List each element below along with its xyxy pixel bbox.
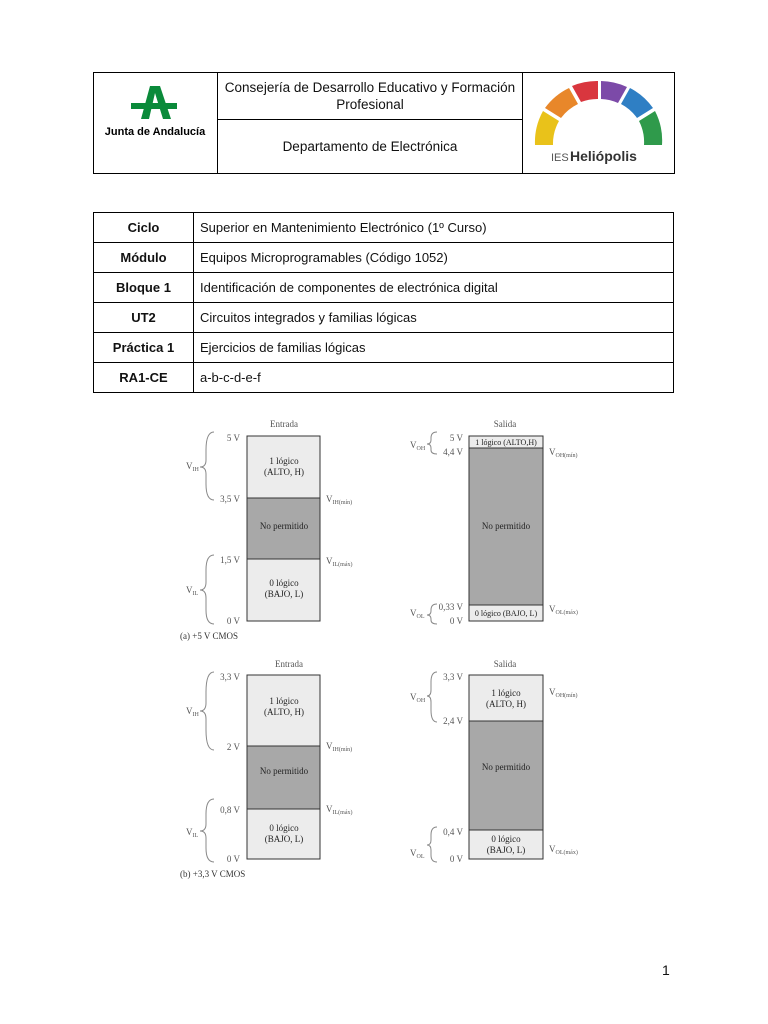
tick-label: 5 V: [226, 433, 240, 443]
voh-brace-a: [427, 432, 437, 454]
entrada-title-a: Entrada: [270, 419, 298, 429]
table-row: [94, 243, 674, 273]
tick-label: 3,3 V: [443, 672, 463, 682]
vih-brace-a: [200, 432, 214, 500]
row-value: Identificación de componentes de electrónica digital: [194, 273, 674, 303]
input-low-label-a: 0 lógico: [269, 578, 299, 588]
row-key: Ciclo: [94, 213, 194, 243]
junta-andalucia-emblem-icon: [94, 73, 216, 173]
table-row: [94, 303, 674, 333]
tick-label: 4,4 V: [443, 447, 463, 457]
junta-andalucia-logo: [94, 73, 218, 173]
row-key: Práctica 1: [94, 333, 194, 363]
row-value: Circuitos integrados y familias lógicas: [194, 303, 674, 333]
vohmin-label-b: $V_{OH(mín)}$: [549, 687, 578, 699]
table-row: [94, 363, 674, 393]
output-low-label-b: 0 lógico: [491, 834, 521, 844]
table-row: [94, 333, 674, 363]
vih-label-a: $V_{IH}$: [186, 461, 199, 473]
entrada-title-b: Entrada: [275, 659, 303, 669]
ies-heliopolis-emblem-icon: [523, 73, 673, 173]
page-number: 1: [662, 962, 670, 978]
vihmin-label-b: $V_{IH(mín)}$: [326, 741, 353, 753]
voh-label-b: $V_{OH}$: [410, 692, 426, 704]
input-low-label-b: 0 lógico: [269, 823, 299, 833]
output-high-sub-b: (ALTO, H): [486, 699, 526, 709]
output-high-label-a: 1 lógico (ALTO,H): [475, 438, 537, 447]
vol-label-a: $V_{OL}$: [410, 608, 425, 620]
output-low-sub-b: (BAJO, L): [486, 845, 526, 855]
input-low-sub-a: (BAJO, L): [264, 589, 304, 599]
tick-label: 3,3 V: [220, 672, 240, 682]
tick-label: 0,8 V: [220, 805, 240, 815]
header-table: [93, 72, 675, 174]
output-high-label-b: 1 lógico: [491, 688, 521, 698]
row-key: RA1-CE: [94, 363, 194, 393]
vihmin-label-a: $V_{IH(mín)}$: [326, 494, 353, 506]
ies-heliopolis-logo: [523, 73, 674, 173]
tick-label: 2 V: [226, 742, 240, 752]
vil-brace-b: [200, 799, 214, 862]
row-key: Módulo: [94, 243, 194, 273]
salida-title-a: Salida: [493, 419, 517, 429]
junta-andalucia-text: Junta de Andalucía: [104, 126, 206, 138]
vih-brace-b: [200, 672, 214, 750]
volmax-label-a: $V_{OL(máx)}$: [549, 604, 578, 616]
output-forbidden-zone-b: [469, 721, 543, 830]
input-high-label-a: 1 lógico: [269, 456, 299, 466]
tick-label: 0 V: [449, 854, 463, 864]
tick-label: 5 V: [449, 433, 463, 443]
caption-b: (b) +3,3 V CMOS: [180, 869, 246, 879]
tick-label: 0 V: [226, 854, 240, 864]
row-value: Superior en Mantenimiento Electrónico (1º Curso): [194, 213, 674, 243]
tick-label: 3,5 V: [220, 494, 240, 504]
row-value: a-b-c-d-e-f: [194, 363, 674, 393]
vohmin-label-a: $V_{OH(mín)}$: [549, 447, 578, 459]
caption-a: (a) +5 V CMOS: [180, 631, 238, 641]
input-low-sub-b: (BAJO, L): [264, 834, 304, 844]
output-forbidden-label-a: No permitido: [481, 521, 531, 531]
table-row: [94, 273, 674, 303]
logic-levels-figure: [0, 410, 768, 890]
ies-prefix-text: IES: [551, 152, 569, 164]
vol-brace-b: [427, 827, 437, 862]
volmax-label-b: $V_{OL(máx)}$: [549, 844, 578, 856]
input-high-sub-a: (ALTO, H): [264, 467, 304, 477]
tick-label: 0 V: [449, 616, 463, 626]
output-high-zone-b: [469, 675, 543, 721]
vil-brace-a: [200, 555, 214, 624]
input-high-label-b: 1 lógico: [269, 696, 299, 706]
vol-label-b: $V_{OL}$: [410, 848, 425, 860]
vilmax-label-a: $V_{IL(máx)}$: [326, 556, 353, 568]
row-key: Bloque 1: [94, 273, 194, 303]
course-info-table: [93, 212, 674, 393]
vil-label-b: $V_{IL}$: [186, 827, 199, 839]
output-forbidden-label-b: No permitido: [481, 762, 531, 772]
input-high-sub-b: (ALTO, H): [264, 707, 304, 717]
tick-label: 2,4 V: [443, 716, 463, 726]
input-forbidden-zone-b: [247, 746, 320, 809]
input-forbidden-label-b: No permitido: [259, 766, 309, 776]
header-title: Consejería de Desarrollo Educativo y Formación Profesional: [218, 73, 522, 120]
output-low-label-a: 0 lógico (BAJO, L): [474, 609, 538, 618]
row-value: Ejercicios de familias lógicas: [194, 333, 674, 363]
table-row: [94, 213, 674, 243]
tick-label: 0,33 V: [438, 602, 463, 612]
input-forbidden-label-a: No permitido: [259, 521, 309, 531]
tick-label: 0,4 V: [443, 827, 463, 837]
header-department: Departamento de Electrónica: [282, 139, 458, 154]
vil-label-a: $V_{IL}$: [186, 585, 199, 597]
header-center: [218, 73, 523, 173]
row-key: UT2: [94, 303, 194, 333]
row-value: Equipos Microprogramables (Código 1052): [194, 243, 674, 273]
tick-label: 1,5 V: [220, 555, 240, 565]
salida-title-b: Salida: [493, 659, 517, 669]
tick-label: 0 V: [226, 616, 240, 626]
voh-label-a: $V_{OH}$: [410, 440, 426, 452]
heliopolis-text: Heliópolis: [570, 148, 637, 164]
vilmax-label-b: $V_{IL(máx)}$: [326, 804, 353, 816]
voh-brace-b: [427, 672, 437, 722]
vih-label-b: $V_{IH}$: [186, 706, 199, 718]
vol-brace-a: [427, 604, 437, 624]
